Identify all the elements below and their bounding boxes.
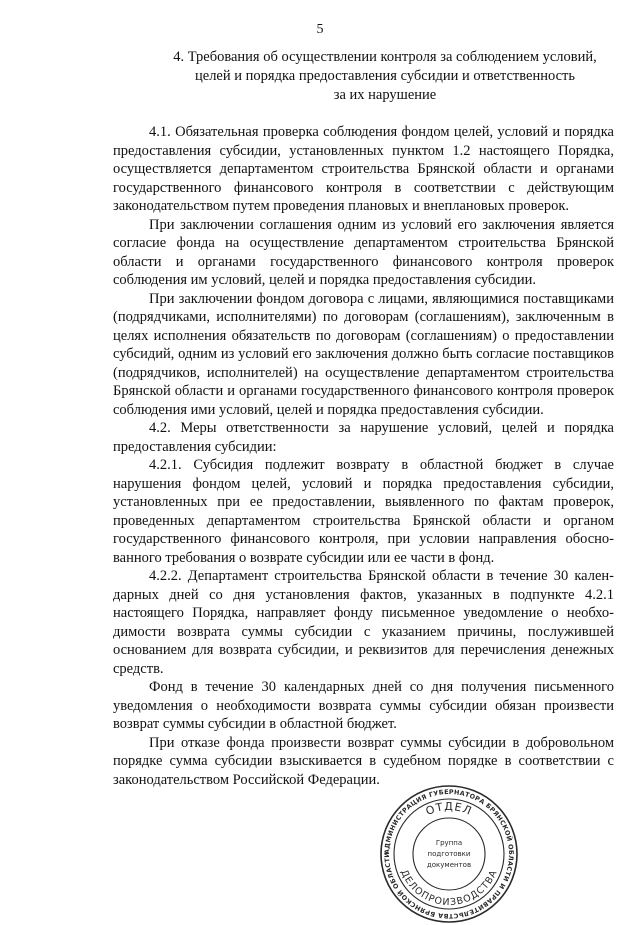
paragraph: 4.2.2. Департамент строительства Брянской области в течение 30 календарных дней со дня установления фактов, указанных в подпункте 4.2.1 настоящего Порядка, направляет фонду письменное уведомление о необходимости возврата суммы субсидии с указанием причины, послужившей основанием для возврата субсидии, и реквизитов для перечисления денежных средств. (113, 568, 614, 677)
paragraph: 4.1. Обязательная проверка соблюдения фондом целей, условий и порядка предоставления субсидии, установленных пунктом 1.2 настоящего Порядка, осуществляется департаментом строительства Брянской области и органами государственного финансового контроля в соответствии с действующим законодательством путем проведения плановых и внеплановых проверок. (113, 124, 614, 214)
section-title-line: за их нарушение (333, 87, 437, 103)
paragraph: При отказе фонда произвести возврат суммы субсидии в добровольном порядке сумма субсидии взыскивается в судебном порядке в соответствии с законодательством Российской Федерации. (113, 734, 614, 788)
stamp-inner-line: документов (426, 861, 472, 869)
paragraph: 4.2.1. Субсидия подлежит возврату в областной бюджет в случае нарушения фондом целей, условий и порядка предоставления субсидии, установленных при ее предоставлении, выявленного по фактам проверок, проведенных департаментом строительства Брянской области и органом государственного финансового контроля, при условии направления обоснованного требования о возврате субсидии или ее части в фонд. (113, 457, 614, 566)
section-title (150, 48, 620, 105)
section-title-line: целей и порядка предоставления субсидии и ответственность (195, 68, 575, 84)
document-body (113, 123, 614, 789)
stamp-inner-line: подготовки (427, 850, 471, 858)
stamp-inner-line: Группа (435, 839, 463, 847)
stamp-dept-top: ОТДЕЛ (423, 799, 475, 818)
paragraph: При заключении соглашения одним из условий его заключения является согласие фонда на осуществление департаментом строительства Брянской области и органами государственного финансового контроля проверок соблюдения им условий, целей и порядка предоставления субсидии. (113, 216, 614, 288)
paragraph: Фонд в течение 30 календарных дней со дня получения письменного уведомления о необходимости возврата суммы субсидии обязан произвести возврат суммы субсидии в областной бюджет. (113, 679, 614, 732)
stamp-outer-text: АДМИНИСТРАЦИЯ ГУБЕРНАТОРА БРЯНСКОЙ ОБЛАСТИ И ПРАВИТЕЛЬСТВА БРЯНСКОЙ ОБЛАСТИ (382, 787, 516, 921)
paragraph: При заключении фондом договора с лицами, являющимися поставщиками (подрядчиками, исполнителями) по договорам (соглашениям), заключенным в целях исполнения обязательств по договорам (соглашениям) о предоставлении субсидий, одним из условий его заключения должно быть согласие поставщиков (подрядчиков, исполнителей) на осуществление департаментом строительства Брянской области и органами государственного финансового контроля проверок соблюдения ими условий, целей и порядка предоставления субсидии. (113, 290, 614, 418)
stamp-dept-bottom: ДЕЛОПРОИЗВОДСТВА (398, 868, 500, 909)
section-title-line: 4. Требования об осуществлении контроля за соблюдением условий, (173, 49, 597, 65)
official-stamp (378, 783, 520, 925)
paragraph: 4.2. Меры ответственности за нарушение условий, целей и порядка предоставления субсидии: (113, 420, 614, 455)
page-number: 5 (316, 22, 324, 37)
